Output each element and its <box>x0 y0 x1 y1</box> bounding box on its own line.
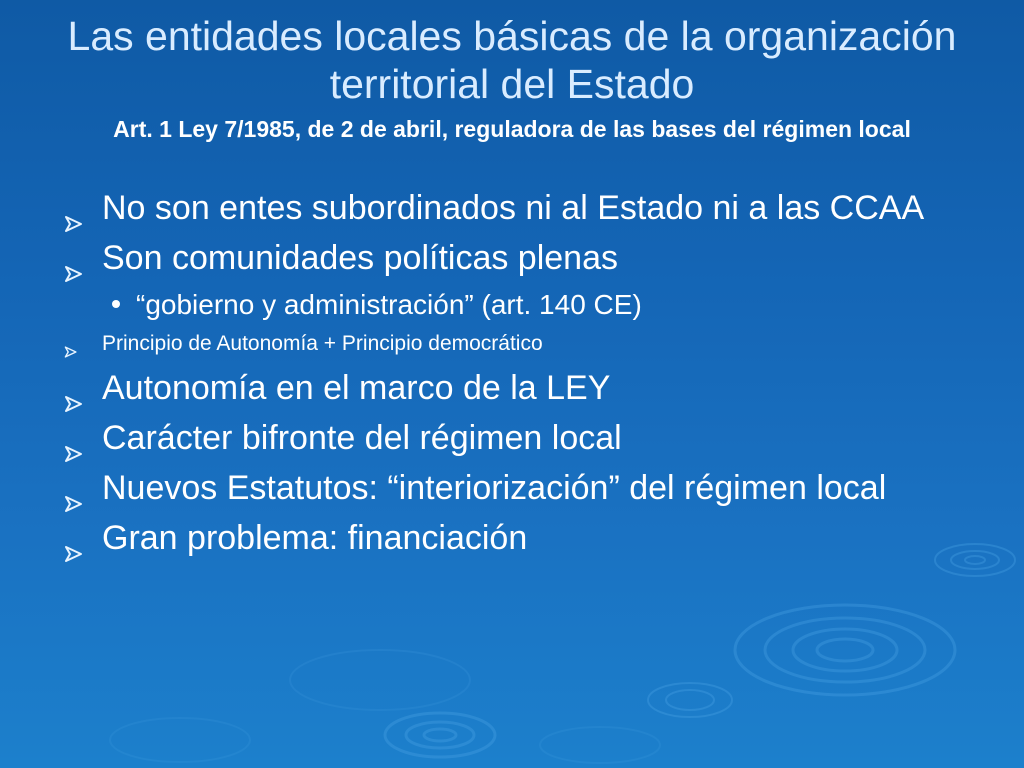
bullet-text: No son entes subordinados ni al Estado ni a las CCAA <box>102 189 925 227</box>
arrow-bullet-icon <box>64 201 84 241</box>
list-item <box>64 238 964 278</box>
slide-title: Las entidades locales básicas de la organización territorial del Estado <box>67 13 957 107</box>
bullet-text: Son comunidades políticas plenas <box>102 239 618 277</box>
list-item <box>108 288 964 322</box>
bullet-text: “gobierno y administración” (art. 140 CE) <box>136 289 642 320</box>
list-item <box>64 418 964 458</box>
arrow-bullet-icon <box>64 431 84 471</box>
arrow-bullet-icon <box>64 481 84 521</box>
slide-subtitle: Art. 1 Ley 7/1985, de 2 de abril, reguladora de las bases del régimen local <box>113 116 911 142</box>
bullet-list <box>64 188 964 568</box>
bullet-text: Carácter bifronte del régimen local <box>102 419 622 457</box>
bullet-text: Gran problema: financiación <box>102 519 528 557</box>
ripple-faint <box>110 650 660 763</box>
arrow-bullet-icon <box>64 381 84 421</box>
list-item <box>64 330 964 358</box>
arrow-bullet-icon <box>64 338 78 366</box>
bullet-text: Nuevos Estatutos: “interiorización” del régimen local <box>102 469 887 507</box>
list-item <box>64 188 964 228</box>
arrow-bullet-icon <box>64 251 84 291</box>
list-item <box>64 518 964 558</box>
dot-bullet-icon <box>112 300 120 308</box>
ripple-bottom <box>385 683 732 757</box>
list-item <box>64 368 964 408</box>
list-item <box>64 468 964 508</box>
ripple-large <box>735 605 955 695</box>
bullet-text: Principio de Autonomía + Principio democrático <box>102 332 543 355</box>
bullet-text: Autonomía en el marco de la LEY <box>102 369 611 407</box>
title-area <box>40 12 984 144</box>
arrow-bullet-icon <box>64 531 84 571</box>
